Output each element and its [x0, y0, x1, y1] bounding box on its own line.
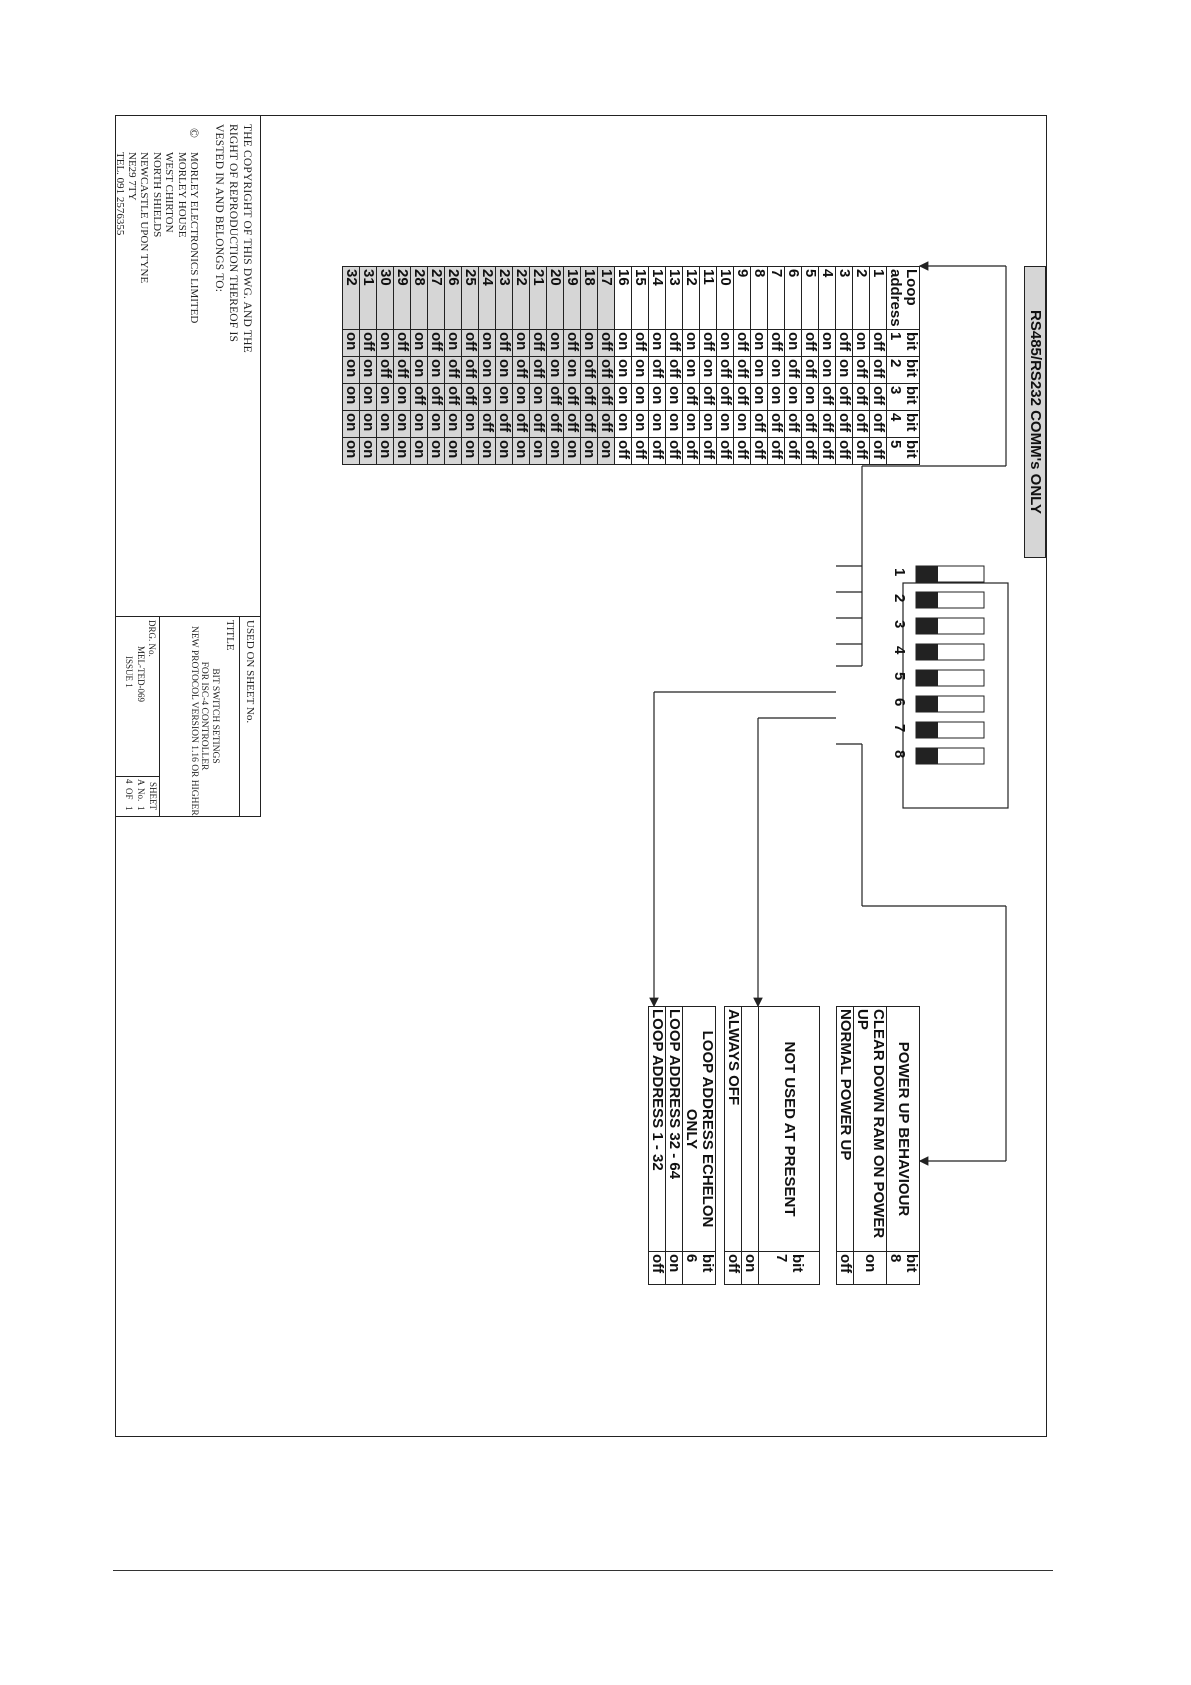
bit-value-cell: on	[479, 384, 496, 411]
bit-value-cell: on	[377, 384, 394, 411]
loop-address-cell: 6	[785, 267, 802, 330]
bit-value-cell: off	[581, 384, 598, 411]
bit-value-cell: off	[581, 357, 598, 384]
bit-value-cell: off	[649, 438, 666, 465]
bit-value-cell: off	[768, 411, 785, 438]
bit-value-cell: on	[819, 357, 836, 384]
loop-address-cell: 29	[394, 267, 411, 330]
bit-value-cell: off	[734, 438, 751, 465]
bit-value-cell: on	[717, 411, 734, 438]
bit-value-cell: on	[360, 384, 377, 411]
loop-row	[581, 267, 598, 465]
loop-address-cell: 5	[802, 267, 819, 330]
bit-header-3: bit 3	[887, 384, 920, 411]
not-used-title: NOT USED AT PRESENT	[759, 1007, 820, 1252]
drawing-sheet	[115, 115, 1047, 1437]
copyright-symbol: ©	[187, 128, 202, 138]
bit-value-cell: on	[751, 384, 768, 411]
bit-value-cell: off	[870, 330, 887, 357]
loop-row	[700, 267, 717, 465]
loop-row	[564, 267, 581, 465]
echelon-row-label: LOOP ADDRESS 1 - 32	[649, 1007, 666, 1252]
dip-switch-label-8: 8	[891, 750, 908, 759]
loop-address-cell: 31	[360, 267, 377, 330]
loop-row	[428, 267, 445, 465]
bit-header-4: bit 4	[887, 411, 920, 438]
bit-value-cell: off	[564, 330, 581, 357]
bit-value-cell: off	[836, 384, 853, 411]
bit-value-cell: on	[343, 411, 360, 438]
loop-address-cell: 21	[530, 267, 547, 330]
bit-value-cell: on	[496, 438, 513, 465]
bit-value-cell: on	[445, 438, 462, 465]
bit-value-cell: on	[734, 411, 751, 438]
bit-value-cell: off	[411, 384, 428, 411]
not-used-bit-header: bit 7	[759, 1252, 820, 1285]
bit-value-cell: off	[768, 330, 785, 357]
bit-value-cell: off	[445, 384, 462, 411]
power-up-row-label: CLEAR DOWN RAM ON POWER UP	[854, 1007, 887, 1252]
bit-value-cell: on	[700, 357, 717, 384]
bit-value-cell: off	[360, 330, 377, 357]
bit-value-cell: on	[462, 411, 479, 438]
bit-value-cell: off	[377, 357, 394, 384]
loop-row	[411, 267, 428, 465]
bit-value-cell: off	[819, 411, 836, 438]
bit-value-cell: on	[360, 357, 377, 384]
bit-value-cell: on	[343, 384, 360, 411]
loop-row	[751, 267, 768, 465]
bit-value-cell: on	[411, 330, 428, 357]
bit-value-cell: off	[717, 438, 734, 465]
loop-address-table	[342, 266, 920, 465]
bit-value-cell: off	[547, 384, 564, 411]
bit-value-cell: off	[819, 438, 836, 465]
bit-value-cell: off	[598, 384, 615, 411]
bit-value-cell: off	[683, 438, 700, 465]
echelon-row-value: on	[666, 1252, 683, 1285]
sheet-of-value: 1	[124, 806, 134, 811]
bit-value-cell: on	[394, 411, 411, 438]
bit-value-cell: off	[632, 330, 649, 357]
dip-switch-label-1: 1	[891, 568, 908, 577]
loop-row	[768, 267, 785, 465]
loop-row	[734, 267, 751, 465]
loop-row	[802, 267, 819, 465]
bit-value-cell: off	[462, 357, 479, 384]
bit-value-cell: off	[802, 438, 819, 465]
bit-value-cell: off	[734, 357, 751, 384]
bit-value-cell: on	[360, 411, 377, 438]
loop-address-cell: 12	[683, 267, 700, 330]
bit-value-cell: off	[700, 384, 717, 411]
bit-value-cell: on	[768, 357, 785, 384]
bit-value-cell: off	[598, 330, 615, 357]
bit-value-cell: off	[802, 357, 819, 384]
bit-value-cell: on	[632, 411, 649, 438]
loop-row	[377, 267, 394, 465]
loop-row	[683, 267, 700, 465]
bit-value-cell: on	[547, 330, 564, 357]
bit-value-cell: on	[683, 357, 700, 384]
bit-value-cell: on	[462, 438, 479, 465]
bit-value-cell: on	[411, 357, 428, 384]
bit-value-cell: on	[768, 384, 785, 411]
bit-value-cell: off	[530, 411, 547, 438]
bit-value-cell: off	[666, 357, 683, 384]
loop-address-cell: 18	[581, 267, 598, 330]
drawing-title: BIT SWITCH SETINGS FOR ISC-4 CONTROLLER NEW PROTOCOL VERSION 1.16 OR HIGHER	[189, 626, 220, 816]
loop-row	[836, 267, 853, 465]
loop-address-cell: 9	[734, 267, 751, 330]
bit-value-cell: off	[513, 357, 530, 384]
bit-value-cell: off	[870, 357, 887, 384]
bit-value-cell: on	[394, 384, 411, 411]
bit-value-cell: on	[411, 411, 428, 438]
bit-value-cell: off	[785, 357, 802, 384]
bit-value-cell: off	[751, 438, 768, 465]
bit-value-cell: on	[377, 411, 394, 438]
sheet-size-num: 4	[124, 779, 134, 784]
bit-value-cell: off	[598, 411, 615, 438]
not-used-panel	[724, 1006, 820, 1285]
footer-rule	[113, 1570, 1053, 1571]
bit-value-cell: on	[649, 330, 666, 357]
loop-address-cell: 14	[649, 267, 666, 330]
bit-7-connector	[758, 718, 836, 1006]
bit-value-cell: on	[343, 357, 360, 384]
bit-value-cell: off	[870, 411, 887, 438]
bit-value-cell: on	[598, 438, 615, 465]
bit-value-cell: off	[870, 438, 887, 465]
loop-row	[615, 267, 632, 465]
bit-value-cell: off	[819, 384, 836, 411]
bit-value-cell: off	[683, 384, 700, 411]
power-up-row-value: off	[837, 1252, 854, 1285]
loop-address-cell: 30	[377, 267, 394, 330]
loop-address-cell: 25	[462, 267, 479, 330]
bit-value-cell: on	[428, 357, 445, 384]
title-block-right	[115, 616, 261, 817]
bit-value-cell: on	[751, 330, 768, 357]
bit-value-cell: on	[547, 357, 564, 384]
loop-address-cell: 2	[853, 267, 870, 330]
bit-value-cell: off	[598, 357, 615, 384]
bit-value-cell: on	[632, 357, 649, 384]
bit-value-cell: on	[428, 438, 445, 465]
bit-value-cell: on	[615, 411, 632, 438]
loop-row	[479, 267, 496, 465]
dip-switch-label-5: 5	[891, 672, 908, 681]
bit-value-cell: on	[632, 384, 649, 411]
loop-row	[462, 267, 479, 465]
dip-switch-label-2: 2	[891, 594, 908, 603]
bit-value-cell: on	[785, 330, 802, 357]
loop-row	[598, 267, 615, 465]
loop-row	[717, 267, 734, 465]
dip-switch-knob-5	[916, 670, 938, 686]
drg-label: DRG. No.	[147, 620, 157, 657]
bit-value-cell: on	[445, 330, 462, 357]
bit-value-cell: off	[496, 330, 513, 357]
copyright-notice: THE COPYRIGHT OF THIS DWG. AND THE RIGHT OF REPRODUCTION THEREOF IS VESTED IN AND BELONGS TO:	[213, 124, 253, 353]
bit-value-cell: on	[428, 411, 445, 438]
dip-switch-knob-6	[916, 696, 938, 712]
bit-value-cell: on	[547, 438, 564, 465]
bit-value-cell: on	[530, 438, 547, 465]
bit-value-cell: off	[394, 330, 411, 357]
bit-value-cell: off	[530, 357, 547, 384]
loop-row	[394, 267, 411, 465]
bit-value-cell: off	[853, 357, 870, 384]
bit-value-cell: off	[802, 330, 819, 357]
dip-switch-knob-3	[916, 618, 938, 634]
loop-address-cell: 28	[411, 267, 428, 330]
bit-value-cell: off	[700, 330, 717, 357]
bit-value-cell: on	[649, 411, 666, 438]
rs485-note: RS485/RS232 COMM's ONLY	[1024, 266, 1046, 558]
sheet-no-value: 1	[136, 806, 146, 811]
bit-value-cell: on	[360, 438, 377, 465]
loop-address-cell: 19	[564, 267, 581, 330]
not-used-row-value: on	[742, 1252, 759, 1285]
bit-value-cell: off	[632, 438, 649, 465]
bit-value-cell: on	[479, 438, 496, 465]
bit-value-cell: on	[581, 438, 598, 465]
not-used-row-label	[742, 1007, 759, 1252]
loop-row	[360, 267, 377, 465]
loop-address-header: Loop address	[887, 267, 920, 330]
sheet-no-label: No.	[136, 788, 146, 802]
bit-value-cell: off	[717, 384, 734, 411]
bit-value-cell: off	[734, 330, 751, 357]
bit-value-cell: off	[462, 330, 479, 357]
loop-address-cell: 7	[768, 267, 785, 330]
bit-value-cell: on	[513, 330, 530, 357]
bit-value-cell: on	[802, 384, 819, 411]
bit-value-cell: on	[751, 357, 768, 384]
bit-value-cell: on	[513, 438, 530, 465]
dip-switch-knob-1	[916, 566, 938, 582]
loop-address-cell: 10	[717, 267, 734, 330]
loop-address-cell: 17	[598, 267, 615, 330]
loop-row	[870, 267, 887, 465]
echelon-row-value: off	[649, 1252, 666, 1285]
bit-value-cell: off	[785, 411, 802, 438]
bit-value-cell: off	[564, 411, 581, 438]
bit-value-cell: off	[649, 357, 666, 384]
loop-address-cell: 26	[445, 267, 462, 330]
bit-value-cell: on	[615, 330, 632, 357]
loop-row	[853, 267, 870, 465]
dip-switch-knob-7	[916, 722, 938, 738]
bit-value-cell: off	[615, 438, 632, 465]
sheet-size: A	[136, 779, 146, 786]
bit-header-1: bit 1	[887, 330, 920, 357]
bit-6-connector	[654, 692, 836, 1006]
loop-address-cell: 15	[632, 267, 649, 330]
bit-value-cell: on	[615, 384, 632, 411]
bit-value-cell: on	[615, 357, 632, 384]
bit-value-cell: on	[700, 411, 717, 438]
bit-value-cell: on	[853, 330, 870, 357]
loop-row	[785, 267, 802, 465]
bit-value-cell: off	[666, 438, 683, 465]
loop-row	[547, 267, 564, 465]
loop-address-cell: 32	[343, 267, 360, 330]
bit-value-cell: off	[564, 384, 581, 411]
loop-address-cell: 16	[615, 267, 632, 330]
loop-row	[632, 267, 649, 465]
used-on-label: USED ON SHEET No.	[244, 620, 256, 724]
bit-value-cell: off	[751, 411, 768, 438]
bit-value-cell: off	[479, 411, 496, 438]
bit-value-cell: off	[836, 330, 853, 357]
bit-value-cell: off	[513, 411, 530, 438]
loop-address-cell: 24	[479, 267, 496, 330]
loop-address-cell: 8	[751, 267, 768, 330]
bit-value-cell: on	[564, 438, 581, 465]
bit-value-cell: off	[496, 411, 513, 438]
not-used-row-value: off	[725, 1252, 742, 1285]
dip-switch-knob-4	[916, 644, 938, 660]
bit-value-cell: on	[666, 411, 683, 438]
bit-value-cell: off	[853, 438, 870, 465]
loop-row	[649, 267, 666, 465]
echelon-bit-header: bit 6	[683, 1252, 716, 1285]
bit-value-cell: off	[870, 384, 887, 411]
dip-switch-label-7: 7	[891, 724, 908, 733]
bit-value-cell: on	[445, 411, 462, 438]
loop-row	[513, 267, 530, 465]
power-up-row-label: NORMAL POWER UP	[837, 1007, 854, 1252]
bit-value-cell: on	[819, 330, 836, 357]
bit-value-cell: off	[428, 384, 445, 411]
bit-value-cell: off	[700, 438, 717, 465]
bit-value-cell: on	[564, 357, 581, 384]
power-up-panel	[836, 1006, 920, 1285]
loop-address-cell: 22	[513, 267, 530, 330]
bit-value-cell: on	[377, 438, 394, 465]
bit-value-cell: off	[717, 357, 734, 384]
dip-switch-label-6: 6	[891, 698, 908, 707]
sheet-of-label: OF	[124, 788, 134, 800]
echelon-title: LOOP ADDRESS ECHELON ONLY	[683, 1007, 716, 1252]
bit-value-cell: on	[411, 438, 428, 465]
bit-value-cell: on	[785, 384, 802, 411]
bit-value-cell: on	[479, 330, 496, 357]
dip-switch-knob-8	[916, 748, 938, 764]
bit-header-2: bit 2	[887, 357, 920, 384]
bit-value-cell: off	[547, 411, 564, 438]
loop-address-cell: 23	[496, 267, 513, 330]
loop-row	[666, 267, 683, 465]
bit-value-cell: on	[496, 384, 513, 411]
bit-value-cell: on	[836, 357, 853, 384]
sheet-label: SHEET	[148, 782, 158, 810]
bit-value-cell: on	[581, 330, 598, 357]
issue: ISSUE 1	[124, 656, 134, 688]
drg-number: MEL-TED-069	[136, 646, 146, 702]
power-up-row-value: on	[854, 1252, 887, 1285]
dip-switch-knob-2	[916, 592, 938, 608]
bit-value-cell: on	[496, 357, 513, 384]
bit-value-cell: on	[377, 330, 394, 357]
company-address: MORLEY ELECTRONICS LIMITED MORLEY HOUSE WEST CHIRTON NORTH SHIELDS NEWCASTLE UPON TYNE NE29 7TY TEL. 091 2576355	[113, 152, 200, 324]
bit-value-cell: on	[683, 330, 700, 357]
bit-value-cell: off	[768, 438, 785, 465]
loop-row	[496, 267, 513, 465]
echelon-row-label: LOOP ADDRESS 32 - 64	[666, 1007, 683, 1252]
power-up-bit-header: bit 8	[887, 1252, 920, 1285]
bit-value-cell: off	[836, 411, 853, 438]
loop-row	[343, 267, 360, 465]
bit-value-cell: off	[462, 384, 479, 411]
bit-value-cell: off	[581, 411, 598, 438]
bit-value-cell: off	[530, 330, 547, 357]
not-used-row-label: ALWAYS OFF	[725, 1007, 742, 1252]
bit-value-cell: on	[530, 384, 547, 411]
bit-value-cell: on	[717, 330, 734, 357]
loop-table-header	[887, 267, 920, 465]
bit-header-5: bit 5	[887, 438, 920, 465]
loop-address-cell: 27	[428, 267, 445, 330]
bit-value-cell: on	[343, 438, 360, 465]
loop-row	[819, 267, 836, 465]
bit-value-cell: off	[853, 384, 870, 411]
loop-address-cell: 20	[547, 267, 564, 330]
title-block	[115, 116, 261, 617]
bit-value-cell: off	[394, 357, 411, 384]
loop-row	[530, 267, 547, 465]
bit-value-cell: on	[513, 384, 530, 411]
bit-value-cell: off	[734, 384, 751, 411]
bit-value-cell: off	[802, 411, 819, 438]
dip-switch-label-3: 3	[891, 620, 908, 629]
power-up-title: POWER UP BEHAVIOUR	[887, 1007, 920, 1252]
bit-value-cell: off	[445, 357, 462, 384]
loop-address-cell: 3	[836, 267, 853, 330]
bit-value-cell: off	[836, 438, 853, 465]
loop-address-cell: 11	[700, 267, 717, 330]
bit-value-cell: on	[343, 330, 360, 357]
loop-address-cell: 1	[870, 267, 887, 330]
bit-value-cell: on	[649, 384, 666, 411]
title-label: TITLE	[224, 620, 236, 651]
bit-value-cell: on	[479, 357, 496, 384]
bit-value-cell: off	[428, 330, 445, 357]
bit-value-cell: on	[666, 384, 683, 411]
bit-value-cell: off	[666, 330, 683, 357]
loop-address-cell: 4	[819, 267, 836, 330]
dip-switch-label-4: 4	[891, 646, 908, 655]
loop-row	[445, 267, 462, 465]
bit-value-cell: off	[785, 438, 802, 465]
bit-value-cell: off	[853, 411, 870, 438]
bit-value-cell: on	[394, 438, 411, 465]
loop-address-cell: 13	[666, 267, 683, 330]
echelon-panel	[648, 1006, 716, 1285]
bit-value-cell: on	[683, 411, 700, 438]
